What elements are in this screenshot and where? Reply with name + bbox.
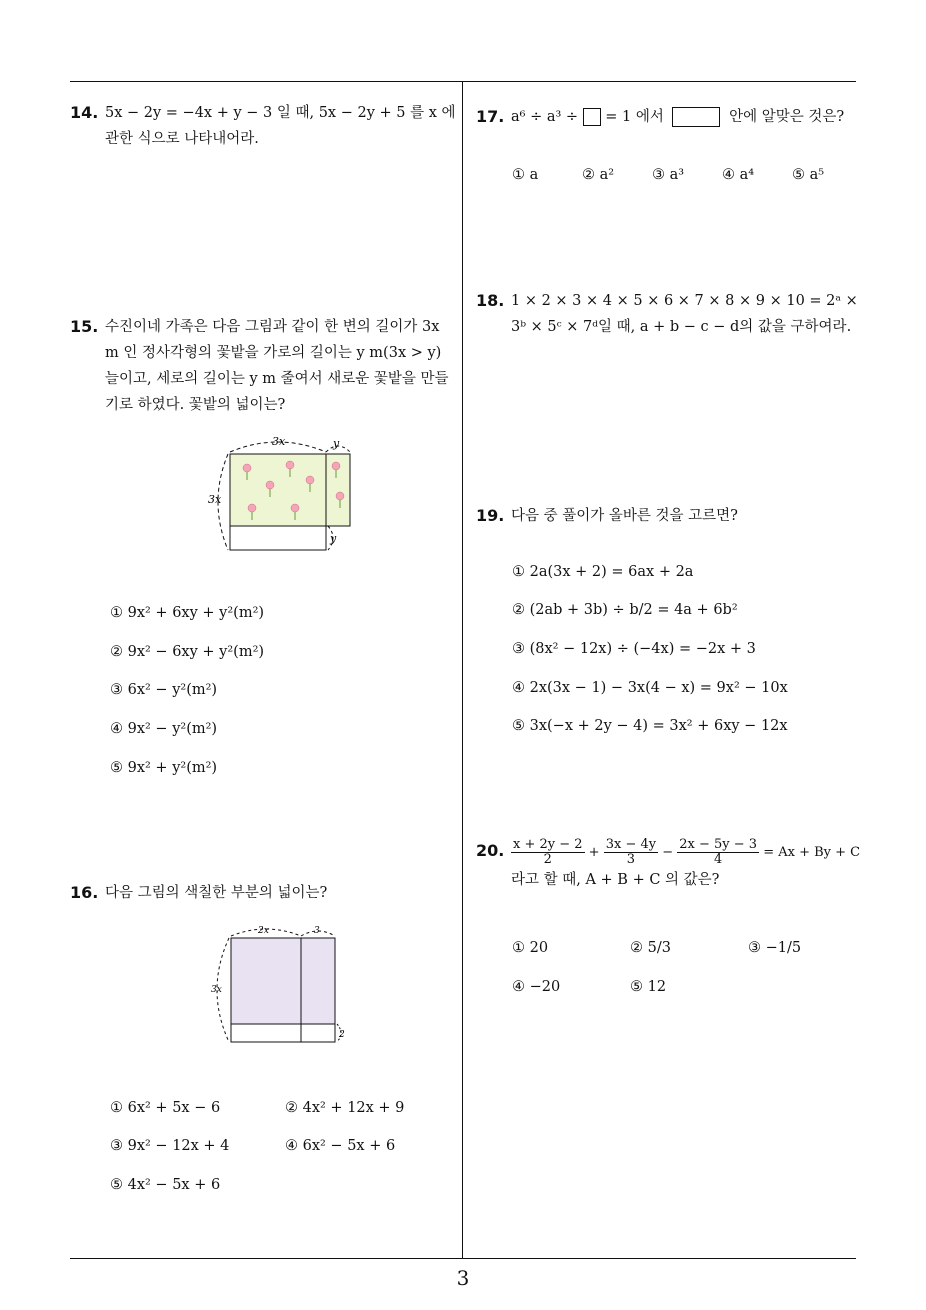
fig-label-bottom-right: y — [330, 532, 337, 545]
blank-box-wide — [672, 107, 720, 127]
question-number: 18. — [476, 291, 505, 310]
column-divider — [462, 81, 463, 1258]
question-number: 15. — [70, 317, 99, 336]
q16-option-3[interactable]: ③ 9x² − 12x + 4 — [110, 1138, 230, 1154]
question-number: 16. — [70, 883, 99, 902]
q16-option-2[interactable]: ② 4x² + 12x + 9 — [285, 1100, 405, 1116]
fraction-2: $\frac{3x - 4y}{3}$ — [605, 837, 657, 867]
q15-option-4[interactable]: ④ 9x² − y²(m²) — [110, 721, 218, 737]
question-text: 1 × 2 × 3 × 4 × 5 × 6 × 7 × 8 × 9 × 10 = 2ᵃ × 3ᵇ × 5ᶜ × 7ᵈ일 때, a + b − c − d의 값을 구하여라. — [511, 293, 858, 335]
question-number: 17. — [476, 107, 505, 126]
question-number: 20. — [476, 841, 505, 860]
q17-option-1[interactable]: ① a — [512, 167, 539, 183]
q20-option-1[interactable]: ① 20 — [512, 940, 549, 956]
q17-option-3[interactable]: ③ a³ — [652, 167, 685, 183]
question-text: 다음 중 풀이가 올바른 것을 고르면? — [511, 508, 738, 524]
q17-option-4[interactable]: ④ a⁴ — [722, 167, 755, 183]
page-number: 3 — [456, 1266, 470, 1290]
question-15 — [70, 314, 456, 418]
question-text: 다음 그림의 색칠한 부분의 넓이는? — [105, 885, 328, 901]
question-text: 5x − 2y = −4x + y − 3 일 때, 5x − 2y + 5 를 x 에 관한 식으로 나타내어라. — [105, 105, 456, 147]
question-number: 19. — [476, 506, 505, 525]
q20-option-3[interactable]: ③ −1/5 — [748, 940, 802, 956]
question-18 — [476, 288, 860, 340]
q16-option-5[interactable]: ⑤ 4x² − 5x + 6 — [110, 1177, 221, 1193]
q15-option-1[interactable]: ① 9x² + 6xy + y²(m²) — [110, 605, 265, 621]
fig-label-left: 3x — [211, 985, 222, 995]
q20-option-4[interactable]: ④ −20 — [512, 979, 561, 995]
fig-label-top: 2x — [258, 926, 269, 936]
question-number: 14. — [70, 103, 99, 122]
fig-label-top: 3x — [272, 435, 286, 448]
q19-option-2[interactable]: ② (2ab + 3b) ÷ b/2 = 4a + 6b² — [512, 602, 738, 618]
question-text: 수진이네 가족은 다음 그림과 같이 한 변의 길이가 3x m 인 정사각형의 꽃밭을 가로의 길이는 y m(3x > y) 늘이고, 세로의 길이는 y m 줄여서 새로운 꽃밭을 만들기로 하였다. 꽃밭의 넓이는? — [105, 319, 449, 413]
q19-option-4[interactable]: ④ 2x(3x − 1) − 3x(4 − x) = 9x² − 10x — [512, 680, 788, 696]
question-equation: $\frac{x + 2y - 2}{2}$ + $\frac{3x - 4y}{3}$ − $\frac{2x - 5y - 3}{4}$ = Ax + By + C — [513, 837, 861, 867]
fraction-3: $\frac{2x - 5y - 3}{4}$ — [679, 837, 758, 867]
q16-option-4[interactable]: ④ 6x² − 5x + 6 — [285, 1138, 396, 1154]
equation-rhs: = Ax + By + C — [763, 845, 861, 860]
q20-option-2[interactable]: ② 5/3 — [630, 940, 671, 956]
q15-option-5[interactable]: ⑤ 9x² + y²(m²) — [110, 760, 218, 776]
question-17 — [476, 104, 866, 130]
expression-part-a: a⁶ ÷ a³ ÷ — [511, 109, 579, 125]
top-rule — [70, 81, 856, 82]
question-text: 라고 할 때, A + B + C 의 값은? — [511, 872, 720, 888]
bottom-rule — [70, 1258, 856, 1259]
question-text — [511, 104, 866, 130]
q17-option-2[interactable]: ② a² — [582, 167, 615, 183]
blank-box — [583, 108, 601, 126]
q15-option-2[interactable]: ② 9x² − 6xy + y²(m²) — [110, 644, 265, 660]
flower-garden-figure — [200, 430, 365, 555]
q20-option-5[interactable]: ⑤ 12 — [630, 979, 667, 995]
fig-label-top-right: y — [333, 437, 340, 450]
shaded-area-figure — [205, 920, 355, 1045]
q19-option-1[interactable]: ① 2a(3x + 2) = 6ax + 2a — [512, 564, 694, 580]
fig-label-left: 3x — [208, 493, 222, 506]
q19-option-3[interactable]: ③ (8x² − 12x) ÷ (−4x) = −2x + 3 — [512, 641, 756, 657]
expression-part-b: = 1 에서 — [605, 109, 664, 125]
q15-option-3[interactable]: ③ 6x² − y²(m²) — [110, 682, 218, 698]
fig-label-top-right: 3 — [314, 926, 320, 936]
q16-option-1[interactable]: ① 6x² + 5x − 6 — [110, 1100, 221, 1116]
question-19 — [476, 503, 860, 529]
question-20 — [476, 838, 866, 893]
expression-part-c: 안에 알맞은 것은? — [729, 109, 845, 125]
fig-label-right: 2 — [339, 1030, 345, 1040]
question-16 — [70, 880, 456, 906]
fraction-1: $\frac{x + 2y - 2}{2}$ — [513, 837, 583, 867]
question-14 — [70, 100, 456, 152]
q17-option-5[interactable]: ⑤ a⁵ — [792, 167, 825, 183]
q19-option-5[interactable]: ⑤ 3x(−x + 2y − 4) = 3x² + 6xy − 12x — [512, 718, 788, 734]
